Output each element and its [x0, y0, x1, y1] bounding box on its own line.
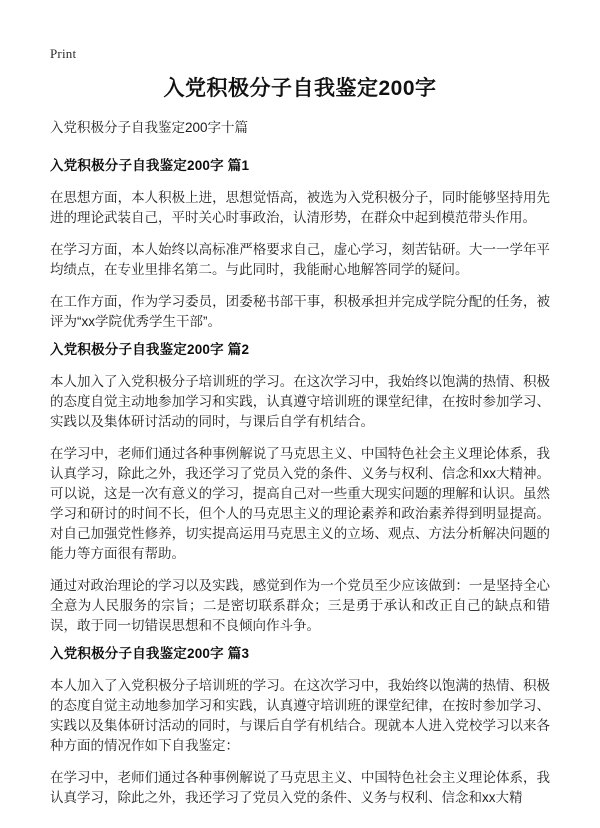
paragraph: 在思想方面，本人积极上进，思想觉悟高，被选为入党积极分子，同时能够坚持用先进的理论武装自己，平时关心时事政治，认清形势，在群众中起到模范带头作用。 [50, 190, 550, 225]
document-section [50, 644, 550, 808]
paragraph: 本人加入了入党积极分子培训班的学习。在这次学习中，我始终以饱满的热情、积极的态度自觉主动地参加学习和实践，认真遵守培训班的课堂纪律，在按时参加学习、实践以及集体研讨活动的同时，与课后自学有机结合。现就本人进入党校学习以来各种方面的情况作如下自我鉴定： [50, 678, 550, 753]
document-section [50, 340, 550, 636]
section-heading: 入党积极分子自我鉴定200字 篇3 [50, 646, 250, 661]
paragraph: 在工作方面，作为学习委员，团委秘书部干事，积极承担并完成学院分配的任务，被评为“xx学院优秀学生干部”。 [50, 294, 550, 329]
print-button[interactable]: Print [50, 46, 77, 61]
print-bar [50, 45, 76, 63]
paragraph: 本人加入了入党积极分子培训班的学习。在这次学习中，我始终以饱满的热情、积极的态度自觉主动地参加学习和实践，认真遵守培训班的课堂纪律，在按时参加学习、实践以及集体研讨活动的同时，与课后自学有机结合。 [50, 374, 550, 429]
page-title: 入党积极分子自我鉴定200字 [163, 77, 437, 100]
document-section [50, 156, 550, 332]
section-heading: 入党积极分子自我鉴定200字 篇1 [50, 158, 250, 173]
document-content [50, 74, 550, 808]
section-heading: 入党积极分子自我鉴定200字 篇2 [50, 342, 250, 357]
paragraph: 在学习中，老师们通过各种事例解说了马克思主义、中国特色社会主义理论体系，我认真学习，除此之外，我还学习了党员入党的条件、义务与权利、信念和xx大精神。可以说，这是一次有意义的学习，提高自己对一些重大现实问题的理解和认识。虽然学习和研讨的时间不长，但个人的马克思主义的理论素养和政治素养得到明显提高。对自己加强党性修养，切实提高运用马克思主义的立场、观点、方法分析解决问题的能力等方面很有帮助。 [50, 446, 550, 561]
paragraph: 通过对政治理论的学习以及实践，感觉到作为一个党员至少应该做到：一是坚持全心全意为人民服务的宗旨；二是密切联系群众；三是勇于承认和改正自己的缺点和错误，敢于同一切错误思想和不良倾向作斗争。 [50, 578, 550, 633]
paragraph: 在学习方面，本人始终以高标准严格要求自己，虚心学习，刻苦钻研。大一一学年平均绩点，在专业里排名第二。与此同时，我能耐心地解答同学的疑问。 [50, 242, 550, 277]
paragraph: 在学习中，老师们通过各种事例解说了马克思主义、中国特色社会主义理论体系，我认真学习，除此之外，我还学习了党员入党的条件、义务与权利、信念和xx大精 [50, 770, 550, 805]
document-subtitle: 入党积极分子自我鉴定200字十篇 [50, 120, 249, 135]
